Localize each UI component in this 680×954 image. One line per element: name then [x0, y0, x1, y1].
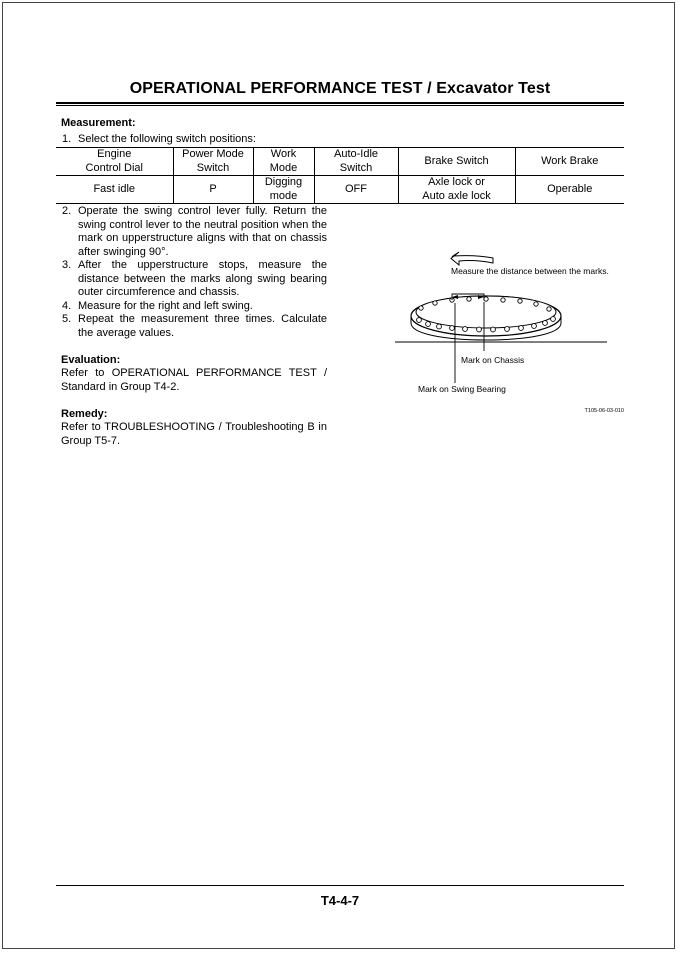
table-header-row [56, 148, 624, 176]
table-cell: Fast idle [56, 176, 173, 204]
table-header-cell: Power Mode Switch [173, 148, 253, 176]
page-title: OPERATIONAL PERFORMANCE TEST / Excavator Test [129, 80, 551, 97]
list-item: 4. Measure for the right and left swing. [62, 299, 253, 312]
table-header-cell: Brake Switch [398, 148, 515, 176]
table-cell: Operable [515, 176, 624, 204]
bearing-mark-label: Mark on Swing Bearing [418, 384, 506, 394]
page-number: T4-4-7 [320, 893, 360, 908]
measurement-heading: Measurement: [61, 117, 136, 129]
evaluation-text: Refer to OPERATIONAL PERFORMANCE TEST / Standard in Group T4-2. [61, 367, 327, 393]
table-cell: Axle lock or Auto axle lock [398, 176, 515, 204]
table-cell: P [173, 176, 253, 204]
step-1-number: 1. [62, 133, 72, 145]
table-header-cell: Work Mode [253, 148, 314, 176]
table-header-cell: Auto-Idle Switch [314, 148, 398, 176]
swing-bearing-diagram [395, 248, 627, 423]
switch-positions-table [56, 147, 624, 204]
table-row [56, 176, 624, 204]
figure-id: T105-06-03-010 [584, 408, 624, 414]
list-item: 2. Operate the swing control lever fully. Return the swing control lever to the neutral position when the mark on upperstructure aligns with that on chassis after swinging 90°. [62, 205, 327, 258]
list-item: 3. After the upperstructure stops, measure the distance between the marks along swing bearing outer circumference and chassis. [62, 259, 327, 298]
measure-label: Measure the distance between the marks. [451, 266, 609, 276]
procedure-steps [62, 205, 327, 340]
table-cell: Digging mode [253, 176, 314, 204]
list-item: 5. Repeat the measurement three times. Calculate the average values. [62, 313, 327, 339]
title-rule-thick [56, 102, 624, 104]
footer-rule [56, 885, 624, 886]
table-header-cell: Work Brake [515, 148, 624, 176]
table-cell: OFF [314, 176, 398, 204]
chassis-mark-label: Mark on Chassis [461, 355, 525, 365]
remedy-heading: Remedy: [61, 408, 108, 420]
title-rule-thin [56, 105, 624, 106]
remedy-text: Refer to TROUBLESHOOTING / Troubleshooting B in Group T5-7. [61, 421, 327, 447]
evaluation-heading: Evaluation: [61, 354, 121, 366]
table-header-cell: Engine Control Dial [56, 148, 173, 176]
step-1-text: Select the following switch positions: [78, 133, 256, 145]
swing-direction-arrow-icon [451, 252, 493, 265]
